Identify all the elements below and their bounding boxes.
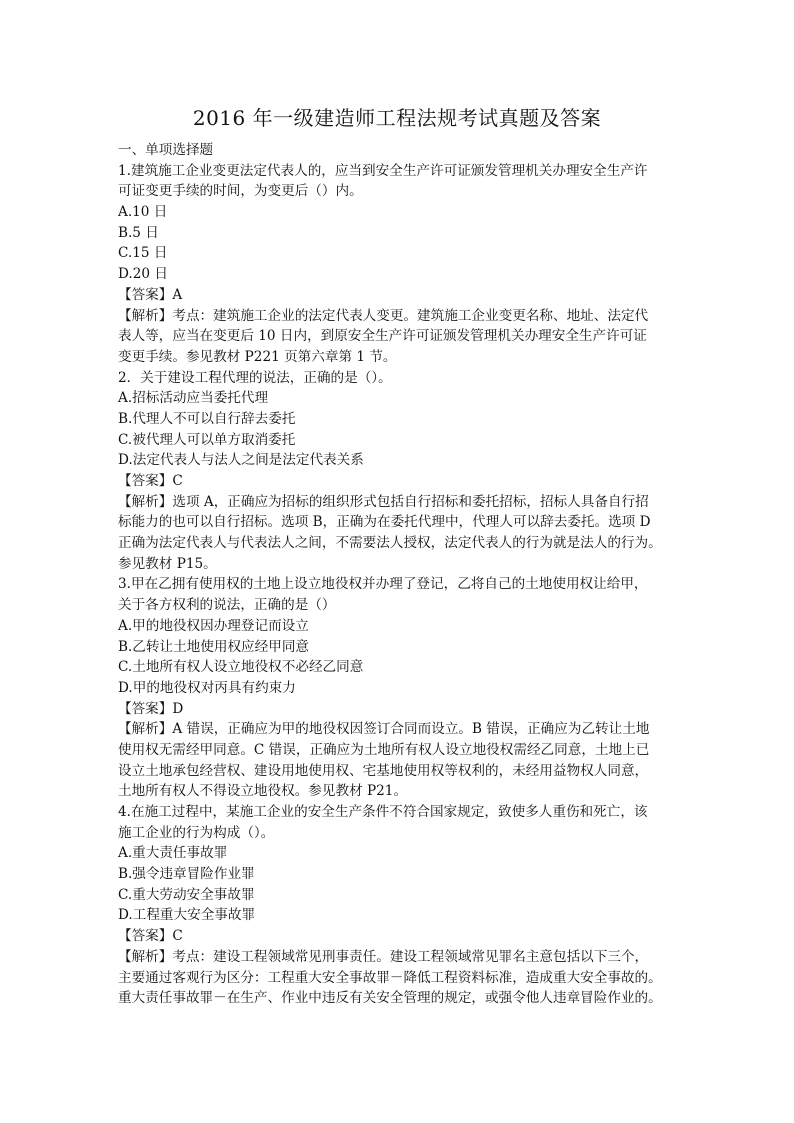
text-line: C.被代理人可以单方取消委托 (118, 431, 296, 448)
text-line: 标能力的也可以自行招标。选项 B，正确为在委托代理中，代理人可以辞去委托。选项 D (118, 514, 651, 531)
text-line: 【解析】A 错误，正确应为甲的地役权因签订合同而设立。B 错误，正确应为乙转让土地 (118, 721, 650, 738)
text-line: 【解析】考点：建筑施工企业的法定代表人变更。建筑施工企业变更名称、地址、法定代 (118, 307, 649, 324)
text-line: 【答案】C (118, 473, 183, 489)
text-line: 关于各方权利的说法，正确的是（） (118, 597, 336, 614)
text-line: B.强令违章冒险作业罪 (118, 866, 255, 883)
text-line: 土地所有权人不得设立地役权。参见教材 P21。 (118, 783, 408, 800)
text-line: 4.在施工过程中，某施工企业的安全生产条件不符合国家规定，致使多人重伤和死亡，该 (118, 804, 648, 820)
text-line: 表人等，应当在变更后 10 日内，到原安全生产许可证颁发管理机关办理安全生产许可证 (118, 328, 647, 345)
text-line: 【答案】D (118, 700, 184, 717)
text-line: 一、单项选择题 (118, 142, 214, 158)
text-line: A.重大责任事故罪 (118, 845, 228, 862)
text-line: 【解析】选项 A，正确应为招标的组织形式包括自行招标和委托招标，招标人具备自行招 (118, 493, 649, 510)
text-line: A.招标活动应当委托代理 (118, 390, 269, 407)
text-line: 可证变更手续的时间，为变更后（）内。 (118, 183, 363, 200)
text-line: B.5 日 (118, 224, 159, 241)
text-line: 1.建筑施工企业变更法定代表人的，应当到安全生产许可证颁发管理机关办理安全生产许 (118, 162, 648, 179)
text-line: A.甲的地役权因办理登记而设立 (118, 617, 309, 634)
text-line: D.法定代表人与法人之间是法定代表关系 (118, 452, 364, 469)
text-line: 变更手续。参见教材 P221 页第六章第 1 节。 (118, 348, 397, 365)
text-line: 2．关于建设工程代理的说法，正确的是（）。 (118, 369, 392, 386)
text-line: A.10 日 (118, 204, 168, 221)
text-line: D.甲的地役权对丙具有约束力 (118, 679, 296, 696)
text-line: B.乙转让土地使用权应经甲同意 (118, 638, 310, 655)
text-line: 【答案】C (118, 928, 183, 945)
text-line: B.代理人不可以自行辞去委托 (118, 410, 296, 427)
text-line: 重大责任事故罪－在生产、作业中违反有关安全管理的规定，或强令他人违章冒险作业的。 (118, 990, 662, 1007)
text-line: 参见教材 P15。 (118, 555, 217, 572)
text-line: C.土地所有权人设立地役权不必经乙同意 (118, 659, 364, 676)
text-line: 使用权无需经甲同意。C 错误，正确应为土地所有权人设立地役权需经乙同意，土地上已 (118, 741, 650, 758)
text-line: 【答案】A (118, 286, 183, 303)
text-line: 3.甲在乙拥有使用权的土地上设立地役权并办理了登记，乙将自己的土地使用权让给甲， (118, 576, 648, 593)
text-line: 【解析】考点：建设工程领域常见刑事责任。建设工程领域常见罪名主意包括以下三个， (118, 948, 649, 965)
text-line: 施工企业的行为构成（）。 (118, 824, 275, 841)
text-line: 主要通过客观行为区分：工程重大安全事故罪－降低工程资料标准，造成重大安全事故的。 (118, 969, 662, 986)
document-body (118, 140, 684, 1009)
text-line: D.工程重大安全事故罪 (118, 907, 256, 924)
text-line: D.20 日 (118, 266, 168, 283)
document-title: 2016 年一级建造师工程法规考试真题及答案 (192, 106, 602, 130)
text-line: 设立土地承包经营权、建设用地使用权、宅基地使用权等权利的，未经用益物权人同意， (118, 762, 649, 779)
text-line: C.重大劳动安全事故罪 (118, 886, 255, 903)
text-line: C.15 日 (118, 245, 168, 262)
text-line: 正确为法定代表人与代表法人之间，不需要法人授权，法定代表人的行为就是法人的行为。 (118, 535, 662, 552)
